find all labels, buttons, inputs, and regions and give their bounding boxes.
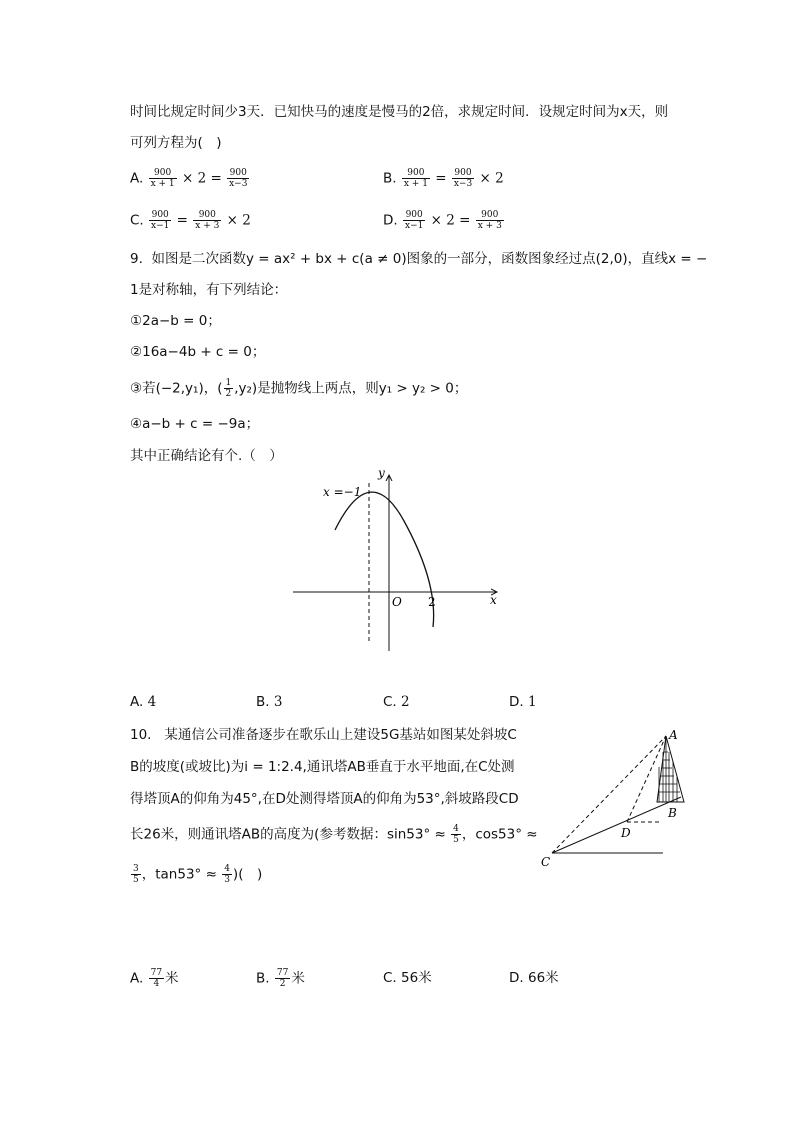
parabola-curve — [335, 492, 434, 627]
q9-option-c[interactable]: C. 2 — [383, 694, 410, 710]
q9-option-d[interactable]: D. 1 — [509, 694, 537, 710]
q10-option-c[interactable]: C. 56米 — [383, 970, 432, 986]
label-c: C — [541, 855, 551, 869]
x-axis-label: x — [490, 593, 497, 607]
q8-stem-line2: 可列方程为( ) — [130, 135, 222, 151]
option-label: B. — [383, 170, 397, 187]
fraction: $\frac{4}{5}$ — [453, 824, 459, 845]
q8-option-c[interactable]: C. $\frac{900}{x-1}$ = $\frac{900}{x + 3}$ × 2 — [130, 210, 251, 231]
fraction: $\frac{900}{x + 1}$ — [150, 168, 175, 189]
q10-stem-line3: 得塔顶A的仰角为45°,在D处测得塔顶A的仰角为53°,斜坡路段CD — [130, 791, 519, 807]
fraction: $\frac{900}{x-3}$ — [453, 168, 473, 189]
q8-option-b[interactable]: B. $\frac{900}{x + 1}$ = $\frac{900}{x-3}$ × 2 — [383, 168, 504, 189]
root-label: 2 — [428, 595, 436, 609]
q10-option-b[interactable]: B. $\frac{77}{2}$ 米 — [256, 968, 305, 989]
sight-line-ca — [552, 736, 666, 853]
fraction: $\frac{900}{x-1}$ — [151, 210, 170, 231]
q9-parabola-graph — [285, 463, 510, 655]
option-label: C. — [130, 212, 144, 229]
q8-option-d[interactable]: D. $\frac{900}{x-1}$ × 2 = $\frac{900}{x + 3}$ — [383, 210, 502, 231]
fraction: $\frac{1}{2}$ — [225, 378, 232, 399]
label-d: D — [621, 826, 631, 840]
fraction: $\frac{3}{5}$ — [133, 864, 139, 885]
fraction: $\frac{900}{x-1}$ — [404, 210, 424, 231]
q10-stem-line5: $\frac{3}{5}$ ，tan53° ≈ $\frac{4}{3}$ )( ) — [133, 864, 263, 885]
q8-option-a[interactable]: A. $\frac{900}{x + 1}$ × 2 = $\frac{900}{x-3}$ — [130, 168, 248, 189]
fraction: $\frac{77}{2}$ — [276, 968, 289, 989]
q9-number: 9. — [130, 251, 143, 267]
q9-stem-line2: 1是对称轴，有下列结论： — [130, 282, 288, 298]
axis-of-symmetry-label: x =−1 — [323, 485, 362, 499]
q9-statement-3: ③若(−2,y₁)，( $\frac{1}{2}$ ,y₂)是抛物线上两点，则y₁ > y₂ > 0； — [130, 378, 468, 399]
fraction: $\frac{900}{x + 3}$ — [477, 210, 502, 231]
origin-label: O — [392, 595, 402, 609]
option-label: D. — [509, 970, 524, 986]
option-label: D. — [383, 212, 398, 229]
option-label: B. — [256, 970, 270, 987]
slope-line-cb — [552, 797, 681, 853]
q8-stem-line1: 时间比规定时间少3天．已知快马的速度是慢马的2倍，求规定时间．设规定时间为x天，则 — [130, 104, 669, 120]
q9-statement-2: ②16a−4b + c = 0； — [130, 344, 266, 360]
option-label: A. — [130, 694, 144, 710]
label-b: B — [668, 806, 677, 820]
q9-statement-1: ①2a−b = 0； — [130, 313, 221, 329]
q10-number: 10. — [130, 727, 152, 743]
fraction: $\frac{900}{x + 3}$ — [195, 210, 220, 231]
q10-stem-line1: 10. 某通信公司准备逐步在歌乐山上建设5G基站如图某处斜坡C — [130, 727, 517, 743]
q10-option-a[interactable]: A. $\frac{77}{4}$ 米 — [130, 968, 179, 989]
q9-option-b[interactable]: B. 3 — [256, 694, 283, 710]
q9-question: 其中正确结论有个.（ ） — [130, 448, 283, 464]
option-label: A. — [130, 170, 144, 187]
fraction: $\frac{900}{x + 1}$ — [403, 168, 428, 189]
option-label: B. — [256, 694, 270, 710]
option-label: C. — [383, 970, 397, 986]
q10-stem-line2: B的坡度(或坡比)为i = 1:2.4,通讯塔AB垂直于水平地面,在C处测 — [130, 759, 515, 775]
fraction: $\frac{900}{x-3}$ — [229, 168, 248, 189]
tower — [657, 736, 684, 802]
q9-option-a[interactable]: A. 4 — [130, 694, 157, 710]
fraction: $\frac{4}{3}$ — [224, 864, 230, 885]
q10-stem-line4: 长26米，则通讯塔AB的高度为(参考数据：sin53° ≈ $\frac{4}{5}$ ，cos53° ≈ — [130, 824, 538, 845]
option-label: C. — [383, 694, 397, 710]
label-a: A — [669, 728, 678, 742]
option-label: A. — [130, 970, 144, 987]
q10-tower-slope-figure — [535, 722, 695, 874]
y-axis-label: y — [378, 466, 385, 480]
fraction: $\frac{77}{4}$ — [150, 968, 163, 989]
q10-option-d[interactable]: D. 66米 — [509, 970, 559, 986]
option-label: D. — [509, 694, 524, 710]
q9-stem-line1: 9. 如图是二次函数y = ax² + bx + c(a ≠ 0)图象的一部分，函数图象经过点(2,0)，直线x = − — [130, 251, 708, 267]
q9-statement-4: ④a−b + c = −9a； — [130, 416, 260, 432]
